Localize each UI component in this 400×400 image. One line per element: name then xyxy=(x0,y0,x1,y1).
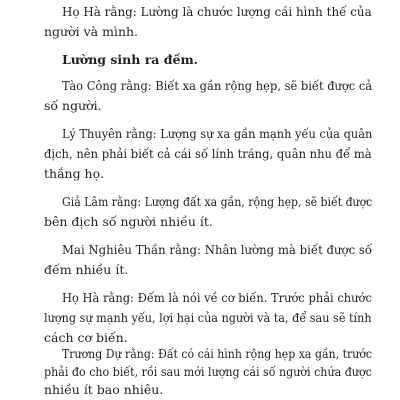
text-line: phải đo cho biết, rồi sau mới lượng cái số người chứa được xyxy=(44,364,372,379)
text-line: Họ Hà rằng: Đếm là nói về cơ biến. Trước phải chước xyxy=(62,290,372,305)
text-line: đếm nhiều ít. xyxy=(44,262,129,277)
section-heading: Lường sinh ra đếm. xyxy=(62,52,199,67)
text-line: Trương Dự rằng: Đất có cái hình rộng hẹp xa gần, trước xyxy=(62,346,373,361)
text-line: Họ Hà rằng: Lường là chước lượng cái hình thế của xyxy=(62,4,372,19)
text-line: cách cơ biến. xyxy=(44,330,128,345)
text-line: bên địch số người nhiều ít. xyxy=(44,214,213,229)
text-line: Lý Thuyên rằng: Lượng sự xa gần mạnh yếu của quân xyxy=(62,126,373,141)
text-line: Tào Công rằng: Biết xa gần rộng hẹp, sẽ biết được cả xyxy=(62,78,373,93)
text-line: thắng họ. xyxy=(44,166,105,181)
text-line: Mai Nghiêu Thần rằng: Nhân lường mà biết được số xyxy=(62,242,373,257)
text-line: Giả Lâm rằng: Lượng đất xa gần, rộng hẹp, sẽ biết được xyxy=(62,194,373,209)
text-line: nhiều ít bao nhiêu. xyxy=(44,382,164,397)
text-line: người và mình. xyxy=(44,24,139,39)
text-line: lượng sự mạnh yếu, lợi hại của người và ta, để sau sẽ tính xyxy=(44,310,372,325)
text-line: địch, nên phải biết cả cái số lính tráng, quân nhu để mà xyxy=(44,146,372,161)
text-line: số người. xyxy=(44,98,102,113)
